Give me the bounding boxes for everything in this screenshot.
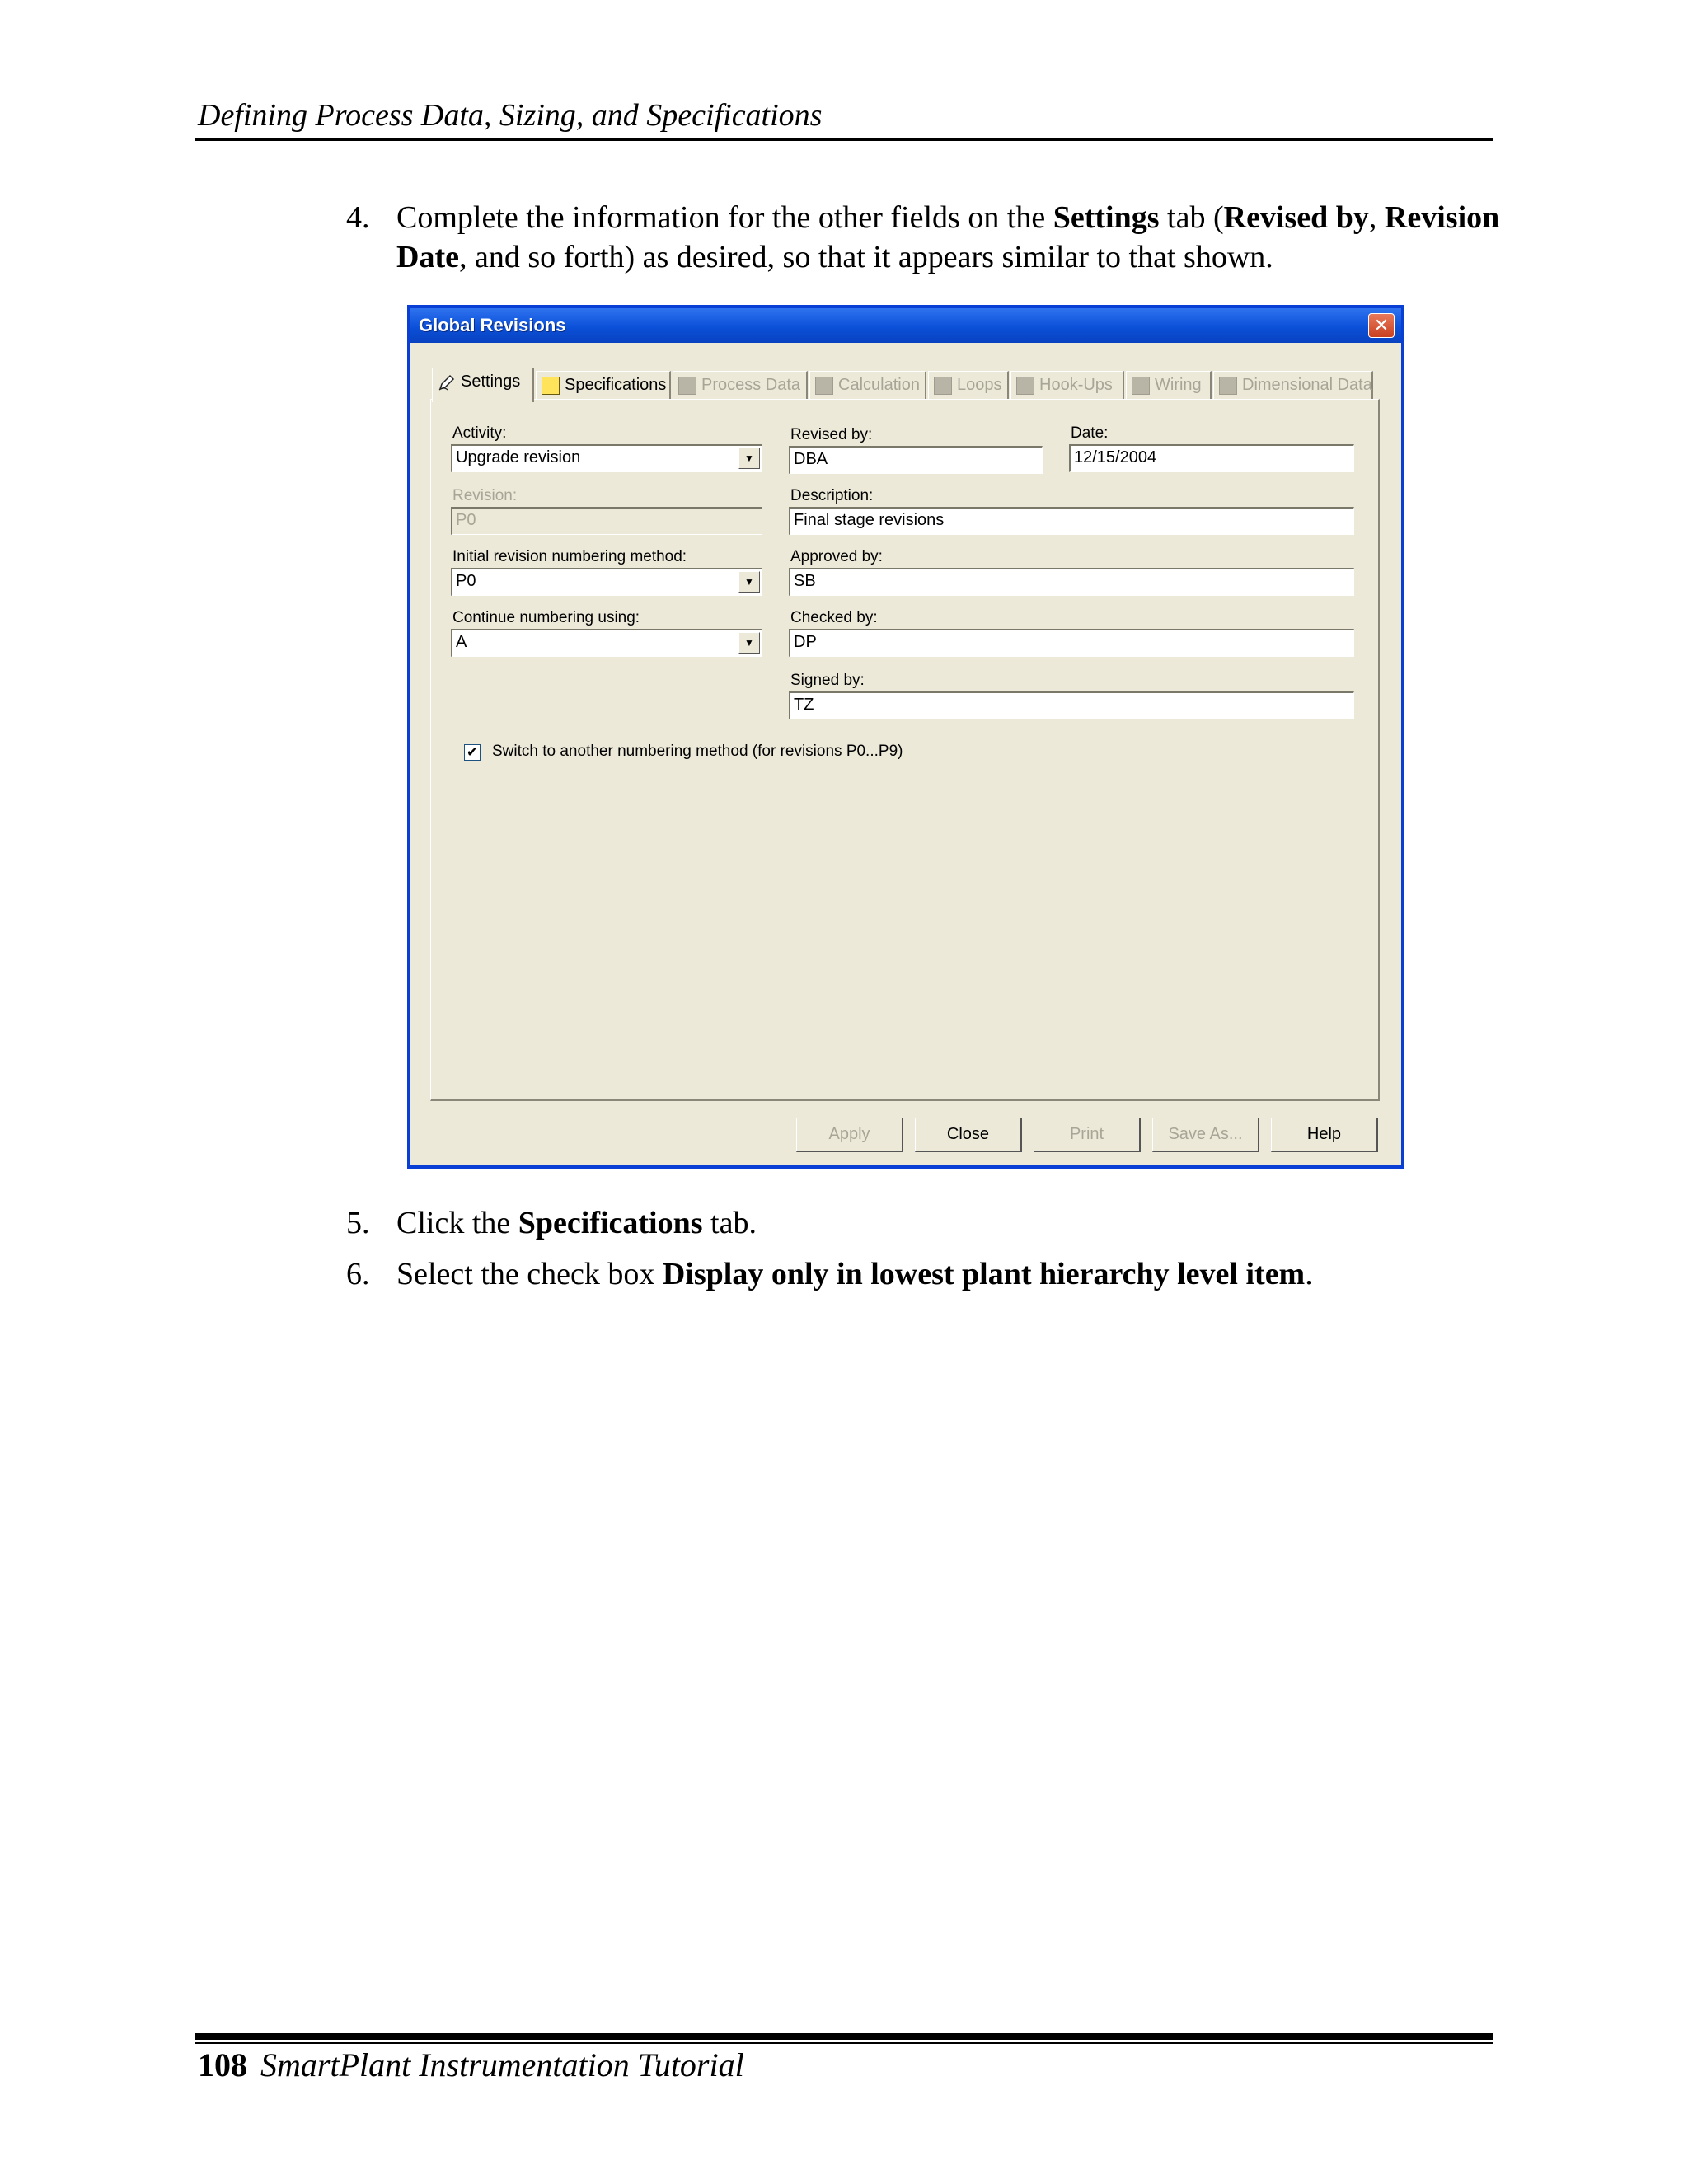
step-text [396,1203,1550,1243]
switch-numbering-label: Switch to another numbering method (for revisions P0...P9) [492,743,903,760]
checked-by-label: Checked by: [790,609,878,626]
tab-label: Specifications [565,376,667,394]
save-as-button[interactable]: Save As... [1152,1118,1259,1152]
chevron-down-icon[interactable]: ▼ [738,632,760,654]
revision-value: P0 [456,511,476,529]
tab-settings[interactable] [432,368,534,402]
step-text [396,198,1550,277]
date-label: Date: [1071,424,1109,442]
running-header: Defining Process Data, Sizing, and Specifications [198,98,823,133]
signed-by-input[interactable] [789,691,1354,719]
date-value: 12/15/2004 [1074,448,1157,466]
step-text-run: Revised by [1223,200,1369,235]
header-rule [195,138,1493,141]
close-button[interactable]: Close [915,1118,1022,1152]
dialog-title: Global Revisions [419,315,566,335]
activity-dropdown[interactable] [451,444,762,472]
note-icon [542,377,560,395]
tab-label: Hook-Ups [1039,376,1113,394]
revision-field [451,507,762,535]
print-button[interactable]: Print [1034,1118,1141,1152]
approved-by-value: SB [794,572,816,590]
global-revisions-dialog [407,305,1404,1169]
pencil-icon [438,373,456,391]
footer-rule-thin [195,2042,1493,2044]
step-number: 4. [346,200,370,235]
continue-numbering-label: Continue numbering using: [452,609,640,626]
date-input[interactable] [1069,444,1354,472]
activity-value: Upgrade revision [456,448,581,466]
tab-label: Calculation [838,376,920,394]
tab-wiring[interactable] [1126,371,1212,399]
calculation-icon [815,377,833,395]
apply-button[interactable]: Apply [796,1118,903,1152]
revised-by-label: Revised by: [790,426,873,443]
step-text-run: Click the [396,1206,518,1240]
loops-icon [934,377,952,395]
initial-method-label: Initial revision numbering method: [452,548,687,565]
settings-panel [430,399,1380,1101]
page-number: 108 [198,2046,247,2083]
tab-dimensional-data[interactable] [1213,371,1373,399]
chevron-down-icon[interactable]: ▼ [738,571,760,593]
page-footer [198,2046,744,2084]
checked-by-value: DP [794,633,817,651]
description-label: Description: [790,487,874,504]
initial-method-dropdown[interactable] [451,568,762,596]
step-text-run: tab ( [1159,200,1224,235]
step-text-run: Select the check box [396,1257,663,1291]
dimensional-data-icon [1219,377,1237,395]
revision-label: Revision: [452,487,518,504]
step-number: 5. [346,1206,370,1240]
revised-by-input[interactable] [789,446,1043,474]
chevron-down-icon[interactable]: ▼ [738,448,760,469]
step-text-run: , and so forth) as desired, so that it appears similar to that shown. [458,240,1273,274]
activity-label: Activity: [452,424,507,442]
approved-by-label: Approved by: [790,548,883,565]
tab-label: Dimensional Data [1242,376,1372,394]
tab-hook-ups[interactable] [1010,371,1124,399]
step-text-run: tab. [702,1206,757,1240]
dialog-titlebar [410,308,1401,343]
tab-label: Settings [461,373,521,391]
book-title: SmartPlant Instrumentation Tutorial [260,2046,744,2083]
hook-ups-icon [1016,377,1034,395]
help-button[interactable]: Help [1271,1118,1378,1152]
tab-label: Loops [957,376,1002,394]
tab-process-data[interactable] [673,371,808,399]
tab-label: Wiring [1155,376,1202,394]
tab-calculation[interactable] [809,371,926,399]
description-input[interactable] [789,507,1354,535]
step-text-run: , [1368,200,1385,235]
step-number: 6. [346,1257,370,1291]
footer-rule [195,2033,1493,2040]
approved-by-input[interactable] [789,568,1354,596]
initial-method-value: P0 [456,572,476,590]
description-value: Final stage revisions [794,511,945,529]
signed-by-label: Signed by: [790,672,865,689]
switch-numbering-checkbox[interactable]: ✔ [464,744,481,761]
close-icon[interactable]: ✕ [1368,313,1395,338]
continue-numbering-dropdown[interactable] [451,629,762,657]
tab-label: Process Data [701,376,801,394]
tab-loops[interactable] [928,371,1009,399]
step-text-run: Settings [1053,200,1160,235]
tab-specifications[interactable] [536,371,671,399]
process-data-icon [678,377,696,395]
step-text [396,1254,1550,1294]
revised-by-value: DBA [794,450,828,468]
signed-by-value: TZ [794,696,814,714]
step-text-run: Specifications [518,1206,703,1240]
wiring-icon [1132,377,1150,395]
step-text-run: Display only in lowest plant hierarchy level item [662,1257,1306,1291]
continue-numbering-value: A [456,633,467,651]
checked-by-input[interactable] [789,629,1354,657]
step-text-run: Complete the information for the other fields on the [396,200,1053,235]
step-text-run: Revision Date [396,200,1500,274]
step-text-run: . [1305,1257,1313,1291]
